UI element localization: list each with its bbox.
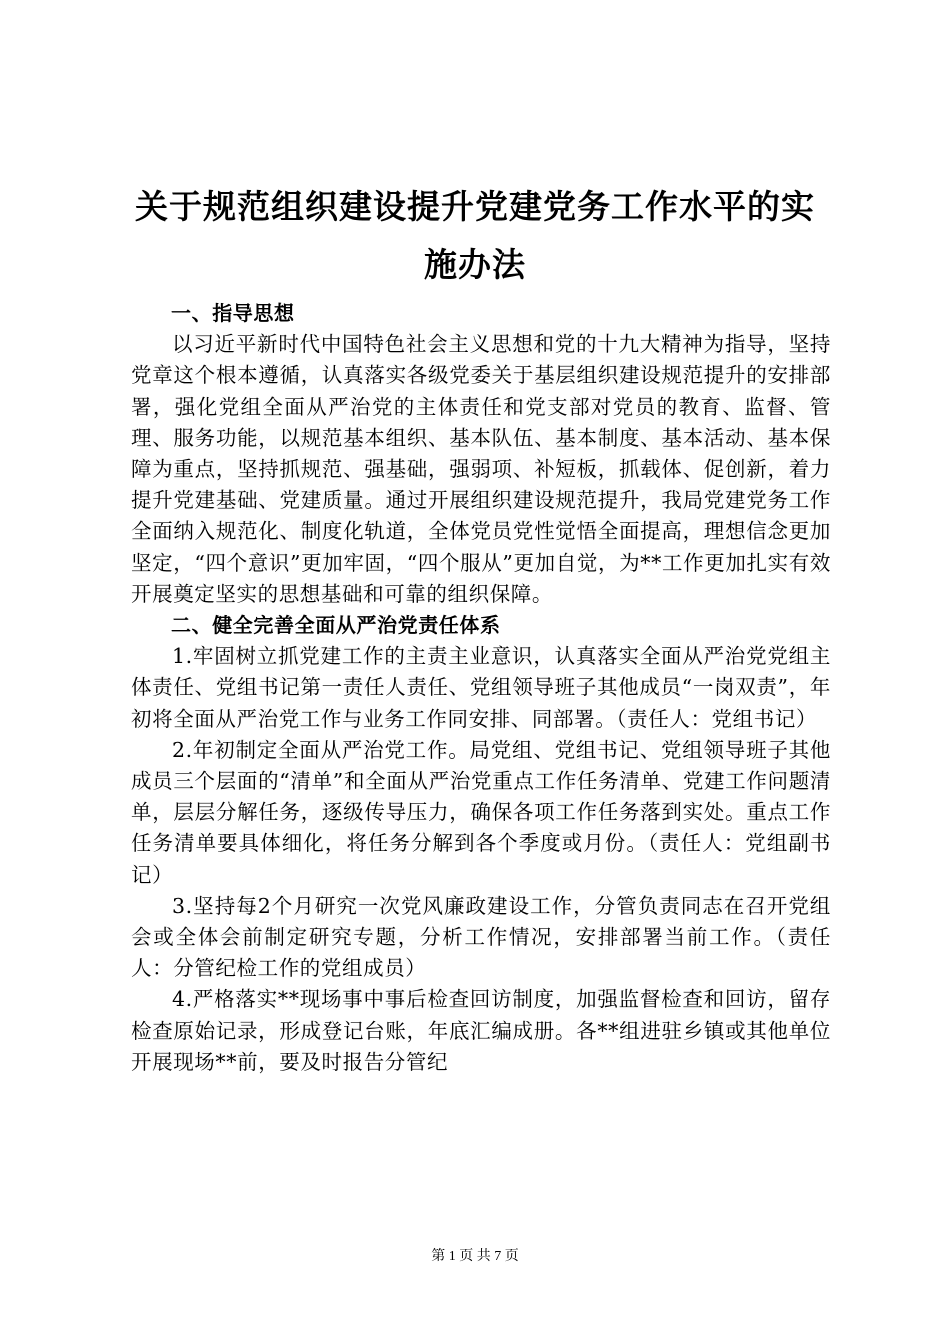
body-paragraph: 以习近平新时代中国特色社会主义思想和党的十九大精神为指导，坚持党章这个根本遵循，认真落实各级党委关于基层组织建设规范提升的安排部署，强化党组全面从严治党的主体责任和党支部对党员的教育、监督、管理、服务功能，以规范基本组织、基本队伍、基本制度、基本活动、基本保障为重点，坚持抓规范、强基础，强弱项、补短板，抓载体、促创新，着力提升党建基础、党建质量。通过开展组织建设规范提升，我局党建党务工作全面纳入规范化、制度化轨道，全体党员党性觉悟全面提高，理想信念更加坚定，“四个意识”更加牢固，“四个服从”更加自觉，为**工作更加扎实有效开展奠定坚实的思想基础和可靠的组织保障。	[131, 332, 831, 606]
body-paragraph: 4.严格落实**现场事中事后检查回访制度，加强监督检查和回访，留存检查原始记录，形成登记台账，年底汇编成册。各**组进驻乡镇或其他单位开展现场**前，要及时报告分管纪	[131, 987, 831, 1074]
section-heading: 一、指导思想	[171, 301, 295, 325]
page-footer: 第 1 页 共 7 页	[431, 1249, 519, 1264]
section-heading: 二、健全完善全面从严治党责任体系	[171, 613, 501, 638]
body-paragraph: 1.牢固树立抓党建工作的主责主业意识，认真落实全面从严治党党组主体责任、党组书记第一责任人责任、党组领导班子其他成员“一岗双责”，年初将全面从严治党工作与业务工作同安排、同部署。（责任人：党组书记）	[131, 644, 831, 731]
body-paragraph: 3.坚持每2个月研究一次党风廉政建设工作，分管负责同志在召开党组会或全体会前制定研究专题，分析工作情况，安排部署当前工作。（责任人：分管纪检工作的党组成员）	[131, 893, 831, 981]
document-title: 关于规范组织建设提升党建党务工作水平的实施办法	[135, 187, 815, 284]
document-body	[131, 298, 831, 1078]
body-paragraph: 2.年初制定全面从严治党工作。局党组、党组书记、党组领导班子其他成员三个层面的“清单”和全面从严治党重点工作任务清单、党建工作问题清单，层层分解任务，逐级传导压力，确保各项工作任务落到实处。重点工作任务清单要具体细化，将任务分解到各个季度或月份。（责任人：党组副书记）	[131, 737, 831, 887]
